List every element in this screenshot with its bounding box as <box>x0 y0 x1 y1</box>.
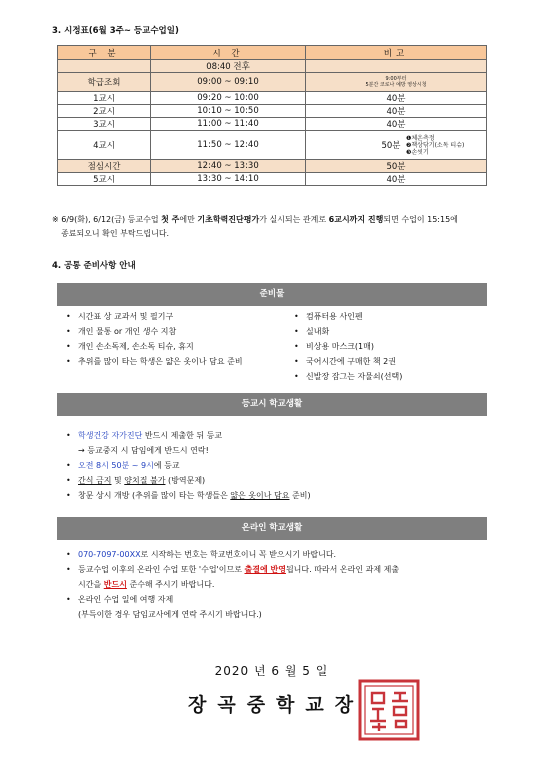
item-underlined: 양치질 불가 <box>124 476 166 485</box>
schedule-header-row <box>58 46 487 60</box>
list-item <box>292 339 402 354</box>
item-text: 및 <box>111 476 125 485</box>
list-item <box>64 592 399 607</box>
item-text: 개인 손소독제, 손소독 티슈, 휴지 <box>78 342 194 351</box>
list-item <box>64 488 311 503</box>
list-item <box>64 473 311 488</box>
sub-notes <box>406 135 486 156</box>
bullet: • <box>294 312 299 321</box>
section-4-title: 4. 공통 준비사항 안내 <box>52 261 136 271</box>
document-date: 2020 년 6 월 5 일 <box>214 664 329 678</box>
seal-glyphs <box>370 693 408 731</box>
remark-cell: 40분 <box>306 105 487 118</box>
notice-text: 에만 <box>179 215 198 224</box>
bullet: • <box>66 327 71 336</box>
item-text: 컴퓨터용 사인펜 <box>306 312 363 321</box>
list-item <box>292 309 402 324</box>
item-text: 비상용 마스크(1매) <box>306 342 374 351</box>
bullet: • <box>66 565 71 574</box>
bullet: • <box>66 476 71 485</box>
period-cell: 점심시간 <box>58 160 151 173</box>
item-text: 국어시간에 구매한 책 2권 <box>306 357 396 366</box>
header-time: 시 간 <box>151 46 306 60</box>
remark-cell: 50분 <box>306 160 487 173</box>
bullet: • <box>294 357 299 366</box>
list-item <box>64 324 243 339</box>
item-highlight: 오전 8시 50분 ~ 9시 <box>78 461 154 470</box>
notice-bold: 6교시까지 진행 <box>328 215 384 224</box>
time-cell: 08:40 전후 <box>151 60 306 73</box>
notice-text: 6/9(화), 6/12(금) 등교수업 <box>58 215 162 224</box>
period-cell: 5교시 <box>58 173 151 186</box>
section-3-title: 3. 시정표(6월 3주~ 등교수업일) <box>52 26 179 36</box>
online-header: 온라인 학교생활 <box>57 517 487 540</box>
period-cell: 학급조회 <box>58 73 151 92</box>
item-text: (부득이한 경우 담임교사에게 연락 주시기 바랍니다.) <box>78 610 262 619</box>
list-item <box>64 458 311 473</box>
item-text: 온라인 수업 일에 여행 자제 <box>78 595 174 604</box>
notice-text: 가 실시되는 관계로 <box>259 215 329 224</box>
notice-text: 되면 수업이 15:15에 <box>383 215 458 224</box>
remark-cell <box>306 60 487 73</box>
bullet: • <box>66 312 71 321</box>
item-highlight: 070-7097-00XX <box>78 550 141 559</box>
remark-cell <box>306 131 487 160</box>
item-text: 개인 물통 or 개인 생수 지참 <box>78 327 177 336</box>
schedule-table <box>57 45 487 186</box>
exam-notice <box>52 213 492 241</box>
time-cell: 11:50 ~ 12:40 <box>151 131 306 160</box>
seal-frame <box>360 681 418 739</box>
item-text: 실내화 <box>306 327 330 336</box>
item-text: 창문 상시 개방 (추위를 많이 타는 학생들은 <box>78 491 231 500</box>
table-row <box>58 73 487 92</box>
list-item <box>64 309 243 324</box>
list-item <box>292 369 402 384</box>
bullet: • <box>66 550 71 559</box>
item-emphasis: 반드시 <box>103 580 127 589</box>
list-item <box>64 339 243 354</box>
header-remark: 비고 <box>306 46 487 60</box>
list-item <box>292 324 402 339</box>
time-cell: 09:00 ~ 09:10 <box>151 73 306 92</box>
remark-cell: 40분 <box>306 92 487 105</box>
item-underlined: 간식 금지 <box>78 476 112 485</box>
period-cell <box>58 60 151 73</box>
supplies-right-list <box>292 309 402 384</box>
notice-bold: 첫 주 <box>161 215 180 224</box>
table-row <box>58 160 487 173</box>
remark-cell <box>306 73 487 92</box>
remark-line: 5분간 코로나 예방 영상시청 <box>365 82 427 88</box>
table-row <box>58 173 487 186</box>
notice-line-2: 종료되오니 확인 부탁드립니다. <box>61 229 170 238</box>
header-period: 구 분 <box>58 46 151 60</box>
item-text: 추위를 많이 타는 학생은 얇은 옷이나 담요 준비 <box>78 357 243 366</box>
time-cell: 13:30 ~ 14:10 <box>151 173 306 186</box>
item-text: → 등교중지 시 담임에게 반드시 연락! <box>78 446 209 455</box>
table-row <box>58 105 487 118</box>
period-cell: 2교시 <box>58 105 151 118</box>
item-text: (방역문제) <box>165 476 206 485</box>
remark-cell: 40분 <box>306 118 487 131</box>
item-text: 에 등교 <box>153 461 180 470</box>
period-cell: 4교시 <box>58 131 151 160</box>
school-life-list <box>64 428 311 503</box>
bullet: • <box>66 491 71 500</box>
bullet: • <box>66 595 71 604</box>
school-seal-icon <box>356 677 422 743</box>
period-cell: 1교시 <box>58 92 151 105</box>
time-cell: 10:10 ~ 10:50 <box>151 105 306 118</box>
item-emphasis: 출결에 반영 <box>244 565 286 574</box>
item-text: 됩니다. 따라서 온라인 과제 제출 <box>285 565 400 574</box>
table-row <box>58 131 487 160</box>
list-item <box>64 443 311 458</box>
supplies-header: 준비물 <box>57 283 487 306</box>
item-text: 신발장 잠그는 자물쇠(선택) <box>306 372 403 381</box>
list-item <box>64 577 399 592</box>
list-item <box>64 547 399 562</box>
bullet: • <box>66 357 71 366</box>
item-text: 시간을 <box>78 580 104 589</box>
period-cell: 3교시 <box>58 118 151 131</box>
bullet: • <box>66 431 71 440</box>
remark-text: 50분 <box>381 141 401 151</box>
table-row <box>58 92 487 105</box>
bullet: • <box>66 461 71 470</box>
notice-bold: 기초학력진단평가 <box>197 215 260 224</box>
item-text: 등교수업 이후의 온라인 수업 또한 '수업'이므로 <box>78 565 245 574</box>
list-item <box>64 562 399 577</box>
item-text: 로 시작하는 번호는 학교번호이니 꼭 받으시기 바랍니다. <box>140 550 337 559</box>
bullet: • <box>294 342 299 351</box>
notice-mark: ※ <box>52 215 59 224</box>
sub-note: ❸손씻기 <box>406 148 429 156</box>
item-underlined: 얇은 옷이나 담요 <box>230 491 290 500</box>
list-item <box>292 354 402 369</box>
time-cell: 12:40 ~ 13:30 <box>151 160 306 173</box>
item-text: 반드시 제출한 뒤 등교 <box>142 431 223 440</box>
bullet: • <box>66 342 71 351</box>
online-list <box>64 547 399 622</box>
remark-line: 9:00부터 <box>385 76 407 82</box>
sub-note: ❶체온측정 <box>406 134 435 142</box>
item-text: 준수해 주시기 바랍니다. <box>126 580 215 589</box>
remark-cell: 40분 <box>306 173 487 186</box>
school-name: 장곡중학교장 <box>188 694 365 716</box>
time-cell: 11:00 ~ 11:40 <box>151 118 306 131</box>
bullet: • <box>294 372 299 381</box>
list-item <box>64 607 399 622</box>
list-item <box>64 354 243 369</box>
list-item <box>64 428 311 443</box>
item-text: 시간표 상 교과서 및 필기구 <box>78 312 174 321</box>
item-highlight: 학생건강 자가진단 <box>78 431 143 440</box>
item-text: 준비) <box>289 491 311 500</box>
sub-note: ❷책상닦기(소독 티슈) <box>406 141 465 149</box>
supplies-left-list <box>64 309 243 369</box>
bullet: • <box>294 327 299 336</box>
time-cell: 09:20 ~ 10:00 <box>151 92 306 105</box>
table-row <box>58 118 487 131</box>
table-row <box>58 60 487 73</box>
school-life-header: 등교시 학교생활 <box>57 393 487 416</box>
